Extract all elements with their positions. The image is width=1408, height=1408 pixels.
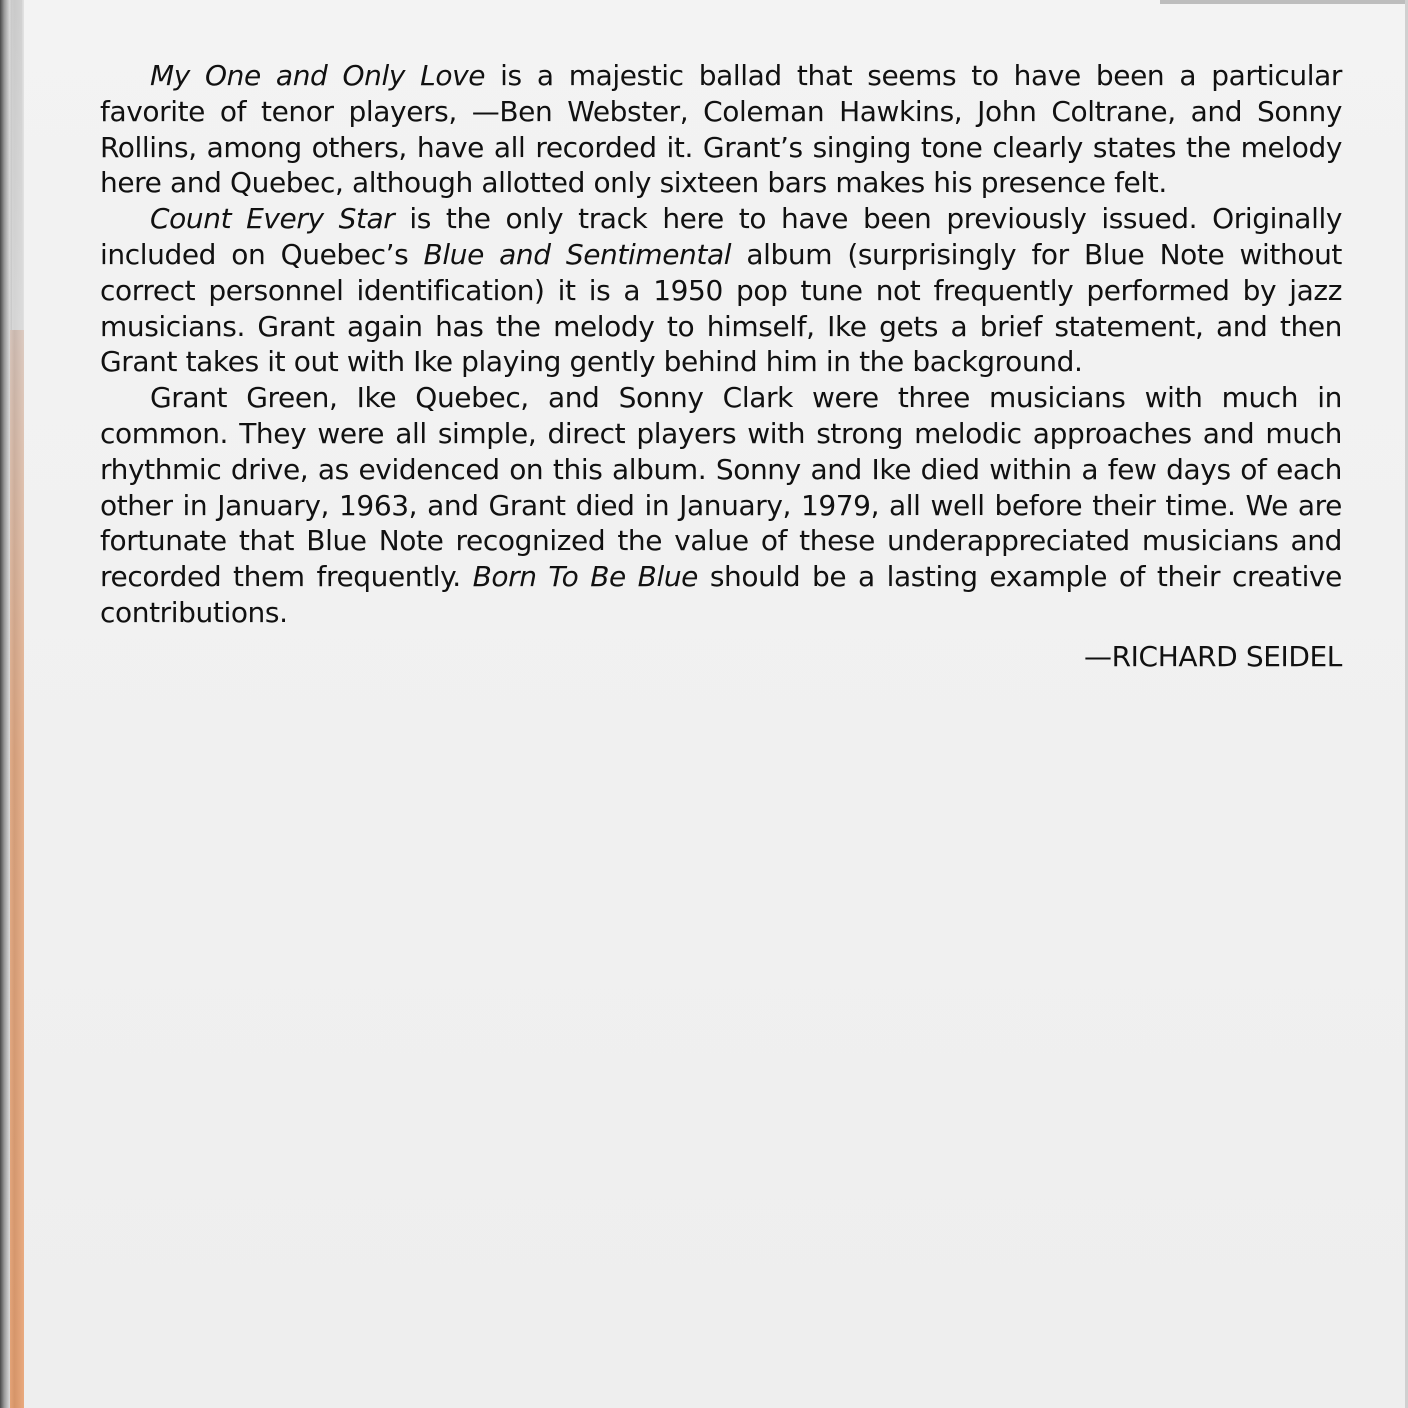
paragraph-my-one-and-only-love [100, 58, 1342, 201]
song-title-my-one-and-only-love: My One and Only Love [150, 59, 486, 92]
paragraph-text: is the only track here to have been previously issued. Originally included on Quebec’s [100, 202, 1342, 271]
song-title-count-every-star: Count Every Star [150, 202, 395, 236]
album-title-blue-and-sentimental: Blue and Sentimental [423, 237, 732, 271]
top-edge-shadow [1160, 0, 1408, 4]
liner-notes-text [100, 58, 1342, 675]
paragraph-count-every-star [100, 201, 1342, 380]
paragraph-text: is a majestic ballad that seems to have been a particular favorite of tenor players, —Ben Webster, Coleman Hawkins, John Coltrane, and Sonny Rollins, among others, have all recorded it. Grant’s singing tone clearly states the melody here and Quebec, although allotted only sixteen bars makes his presence felt. [100, 59, 1342, 200]
paragraph-text: Grant Green, Ike Quebec, and Sonny Clark were three musicians with much in common. They were all simple, direct players with strong melodic approaches and much rhythmic drive, as evidenced on this album. Sonny and Ike died within a few days of each other in January, 1963, and Grant died in January, 1979, all well before their time. We are fortunate that Blue Note recognized the value of these underappreciated musicians and recorded them frequently. [100, 381, 1342, 594]
paragraph-text: album (surprisingly for Blue Note without correct personnel identification) it is a 1950 pop tune not frequently performed by jazz musicians. Grant again has the melody to himself, Ike gets a brief statement, and then Grant takes it out with Ike playing gently behind him in the background. [100, 237, 1342, 379]
spine-edge-top [12, 0, 22, 330]
album-title-born-to-be-blue: Born To Be Blue [472, 560, 699, 594]
paragraph-closing [100, 380, 1342, 631]
author-signature: —RICHARD SEIDEL [1084, 639, 1342, 673]
spine-edge-accent [10, 330, 24, 1408]
paragraph-text: should be a lasting example of their creative contributions. [100, 560, 1342, 629]
